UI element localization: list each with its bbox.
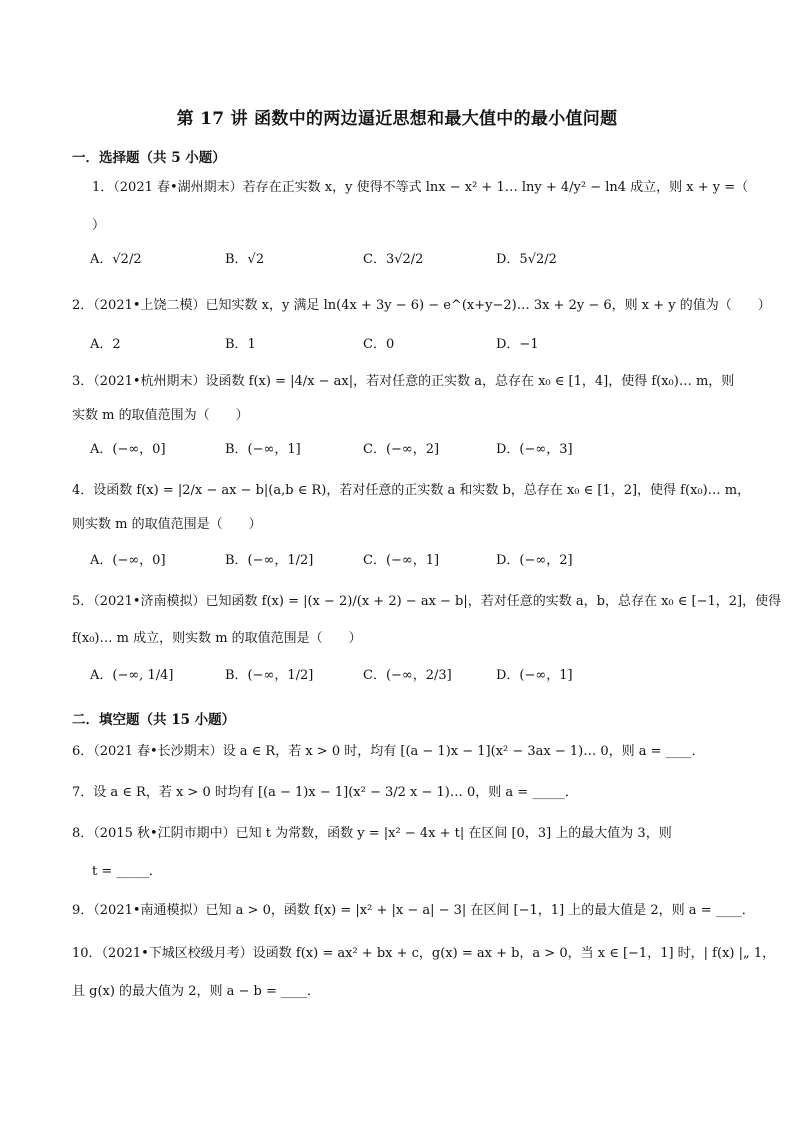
question-1-line-1: 1．（2021 春•湖州期末）若存在正实数 x，y 使得不等式 lnx − x² + 1… lny + 4/y² − ln4 成立，则 x + y =（ (92, 180, 749, 195)
option-b[interactable]: B．(−∞，1] (225, 442, 301, 457)
option-c[interactable]: C．(−∞，2] (363, 442, 440, 457)
question-10-line-1: 10．（2021•下城区校级月考）设函数 f(x) = ax² + bx + c，g(x) = ax + b，a > 0，当 x ∈ [−1，1] 时，| f(x) |„ 1， (72, 946, 776, 961)
question-4-options (90, 551, 730, 591)
question-2-line-1: 2．（2021•上饶二模）已知实数 x，y 满足 ln(4x + 3y − 6) − e^(x+y−2)… 3x + 2y − 6，则 x + y 的值为（ ） (72, 298, 771, 313)
option-b[interactable]: B．1 (225, 337, 256, 352)
question-9: 9．（2021•南通模拟）已知 a > 0，函数 f(x) = |x² + |x − a| − 3| 在区间 [−1，1] 上的最大值是 2，则 a = ____． (72, 903, 755, 918)
option-d[interactable]: D．5√2/2 (496, 252, 557, 267)
option-a[interactable]: A．(−∞，0] (90, 553, 166, 568)
option-d[interactable]: D．(−∞，3] (496, 442, 573, 457)
page-title: 第 17 讲 函数中的两边逼近思想和最大值中的最小值问题 (176, 109, 618, 129)
question-3-line-2: 实数 m 的取值范围为（ ） (72, 408, 249, 423)
option-d[interactable]: D．−1 (496, 337, 539, 352)
option-d[interactable]: D．(−∞，1] (496, 668, 573, 683)
question-4-line-1: 4．设函数 f(x) = |2/x − ax − b|(a,b ∈ R)，若对任意的正实数 a 和实数 b，总存在 x₀ ∈ [1，2]，使得 f(x₀)… m， (72, 483, 751, 498)
question-8-line-2: t = _____． (92, 864, 162, 879)
option-a[interactable]: A．2 (90, 337, 121, 352)
option-a[interactable]: A．√2/2 (90, 252, 142, 267)
question-1-line-2: ） (92, 218, 106, 233)
question-3-options (90, 440, 730, 480)
section-heading-choice: 一．选择题（共 5 小题） (72, 150, 226, 166)
option-c[interactable]: C．(−∞，2/3] (363, 668, 452, 683)
option-b[interactable]: B．(−∞，1/2] (225, 553, 314, 568)
option-c[interactable]: C．(−∞，1] (363, 553, 440, 568)
question-5-line-1: 5．（2021•济南模拟）已知函数 f(x) = |(x − 2)/(x + 2) − ax − b|，若对任意的实数 a，b，总存在 x₀ ∈ [−1，2]，使得 (72, 594, 782, 609)
question-1-options (90, 250, 730, 290)
question-2-options (90, 335, 730, 375)
question-5-line-2: f(x₀)… m 成立，则实数 m 的取值范围是（ ） (72, 631, 362, 646)
option-c[interactable]: C．3√2/2 (363, 252, 424, 267)
question-10-line-2: 且 g(x) 的最大值为 2，则 a − b = ____． (72, 984, 320, 999)
option-c[interactable]: C．0 (363, 337, 395, 352)
question-3-line-1: 3．（2021•杭州期末）设函数 f(x) = |4/x − ax|，若对任意的正实数 a，总存在 x₀ ∈ [1，4]，使得 f(x₀)… m，则 (72, 374, 735, 389)
question-5-options (90, 666, 730, 706)
option-a[interactable]: A．(−∞，0] (90, 442, 166, 457)
question-8-line-1: 8．（2015 秋•江阴市期中）已知 t 为常数，函数 y = |x² − 4x + t| 在区间 [0，3] 上的最大值为 3，则 (72, 826, 672, 841)
question-4-line-2: 则实数 m 的取值范围是（ ） (72, 517, 262, 532)
section-heading-fill: 二．填空题（共 15 小题） (72, 712, 236, 728)
question-7: 7．设 a ∈ R，若 x > 0 时均有 [(a − 1)x − 1](x² − 3/2 x − 1)… 0，则 a = _____． (72, 785, 578, 800)
option-a[interactable]: A．(−∞, 1/4] (90, 668, 174, 683)
question-6: 6．（2021 春•长沙期末）设 a ∈ R，若 x > 0 时，均有 [(a − 1)x − 1](x² − 3ax − 1)… 0，则 a = ____． (72, 744, 705, 759)
option-d[interactable]: D．(−∞，2] (496, 553, 573, 568)
option-b[interactable]: B．√2 (225, 252, 265, 267)
option-b[interactable]: B．(−∞，1/2] (225, 668, 314, 683)
